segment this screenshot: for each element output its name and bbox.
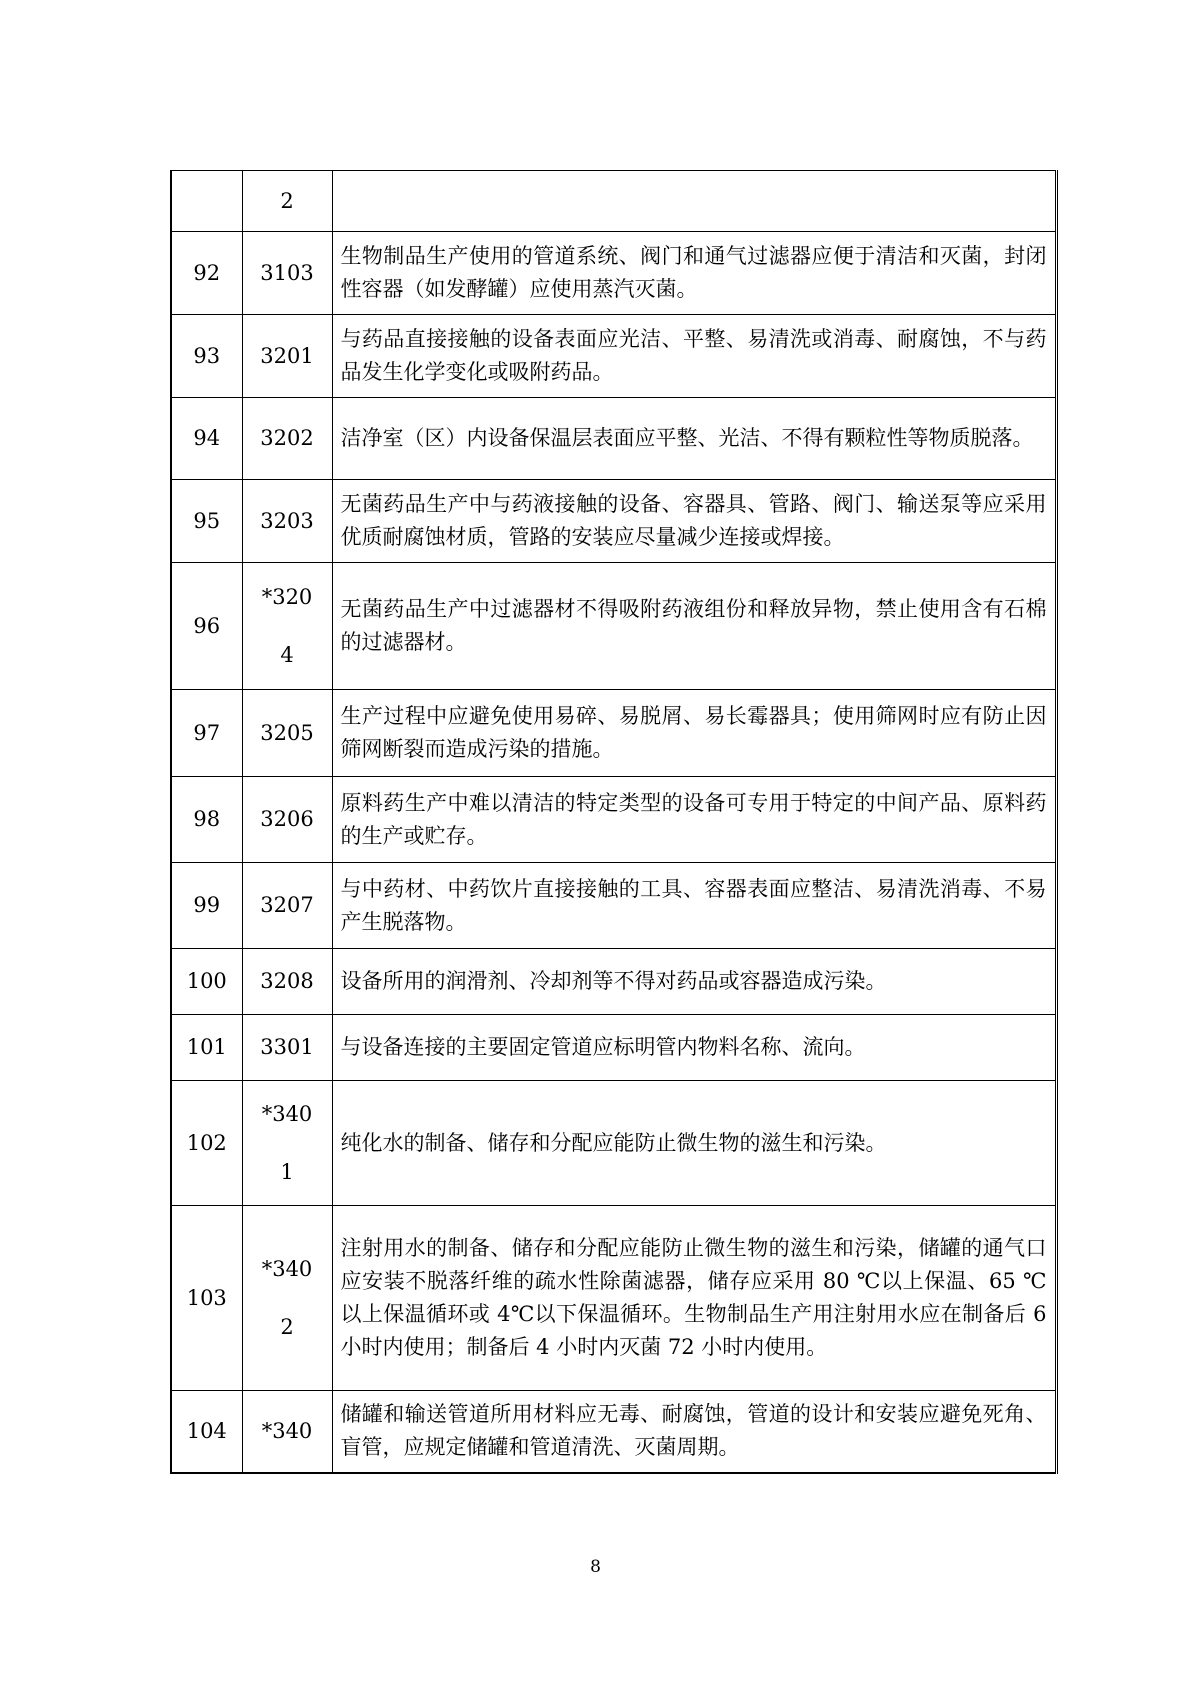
item-text-cell: 与药品直接接触的设备表面应光洁、平整、易清洗或消毒、耐腐蚀，不与药品发生化学变化或吸附药品。 (332, 315, 1056, 398)
item-text-cell: 生物制品生产使用的管道系统、阀门和通气过滤器应便于清洁和灭菌，封闭性容器（如发酵罐）应使用蒸汽灭菌。 (332, 232, 1056, 315)
item-code-cell: 3206 (242, 777, 332, 863)
item-number-cell (171, 171, 242, 232)
item-text-cell: 注射用水的制备、储存和分配应能防止微生物的滋生和污染，储罐的通气口应安装不脱落纤维的疏水性除菌滤器，储存应采用 80 ℃以上保温、65 ℃以上保温循环或 4℃以下保温循环。生物制品生产用注射用水应在制备后 6 小时内使用；制备后 4 小时内灭菌 72 小时内使用。 (332, 1206, 1056, 1391)
table-row (171, 563, 1056, 690)
item-number-cell: 104 (171, 1391, 242, 1473)
page-number: 8 (590, 1557, 601, 1577)
item-code-cell (242, 1206, 332, 1391)
item-number-cell: 102 (171, 1081, 242, 1206)
item-code-cell: 3103 (242, 232, 332, 315)
item-code-cell (242, 563, 332, 690)
item-code-cell: 2 (242, 171, 332, 232)
table-row (171, 1206, 1056, 1391)
item-text-cell: 洁净室（区）内设备保温层表面应平整、光洁、不得有颗粒性等物质脱落。 (332, 398, 1056, 480)
item-text-cell: 与中药材、中药饮片直接接触的工具、容器表面应整洁、易清洗消毒、不易产生脱落物。 (332, 863, 1056, 949)
item-number-cell: 93 (171, 315, 242, 398)
table-row (171, 777, 1056, 863)
item-code-text: *3401 (261, 1102, 313, 1184)
item-text-cell: 无菌药品生产中过滤器材不得吸附药液组份和释放异物，禁止使用含有石棉的过滤器材。 (332, 563, 1056, 690)
table-row (171, 949, 1056, 1015)
item-code-cell: 3202 (242, 398, 332, 480)
inspection-items-table (170, 170, 1058, 1474)
table-row (171, 690, 1056, 777)
item-code-cell: 3301 (242, 1015, 332, 1081)
item-text-cell: 纯化水的制备、储存和分配应能防止微生物的滋生和污染。 (332, 1081, 1056, 1206)
item-code-cell: *340 (242, 1391, 332, 1473)
table-row (171, 1081, 1056, 1206)
table-row (171, 1391, 1056, 1473)
item-number-cell: 103 (171, 1206, 242, 1391)
item-text-cell: 无菌药品生产中与药液接触的设备、容器具、管路、阀门、输送泵等应采用优质耐腐蚀材质，管路的安装应尽量减少连接或焊接。 (332, 480, 1056, 563)
table-row (171, 480, 1056, 563)
item-code-cell: 3203 (242, 480, 332, 563)
item-code-cell: 3207 (242, 863, 332, 949)
item-number-cell: 99 (171, 863, 242, 949)
item-text-cell: 生产过程中应避免使用易碎、易脱屑、易长霉器具；使用筛网时应有防止因筛网断裂而造成污染的措施。 (332, 690, 1056, 777)
table-row (171, 863, 1056, 949)
item-number-cell: 100 (171, 949, 242, 1015)
item-number-cell: 92 (171, 232, 242, 315)
item-text-cell: 与设备连接的主要固定管道应标明管内物料名称、流向。 (332, 1015, 1056, 1081)
table-row (171, 315, 1056, 398)
item-code-cell: 3205 (242, 690, 332, 777)
item-text-cell (332, 171, 1056, 232)
table-row (171, 398, 1056, 480)
item-code-text: *3402 (261, 1257, 313, 1339)
item-number-cell: 95 (171, 480, 242, 563)
item-text-cell: 储罐和输送管道所用材料应无毒、耐腐蚀，管道的设计和安装应避免死角、盲管，应规定储罐和管道清洗、灭菌周期。 (332, 1391, 1056, 1473)
item-number-cell: 96 (171, 563, 242, 690)
item-text-cell: 原料药生产中难以清洁的特定类型的设备可专用于特定的中间产品、原料药的生产或贮存。 (332, 777, 1056, 863)
table-row (171, 232, 1056, 315)
item-code-cell: 3201 (242, 315, 332, 398)
item-code-cell (242, 1081, 332, 1206)
item-number-cell: 97 (171, 690, 242, 777)
item-number-cell: 101 (171, 1015, 242, 1081)
item-code-cell: 3208 (242, 949, 332, 1015)
table-row (171, 171, 1056, 232)
table-row (171, 1015, 1056, 1081)
item-number-cell: 94 (171, 398, 242, 480)
item-number-cell: 98 (171, 777, 242, 863)
item-text-cell: 设备所用的润滑剂、冷却剂等不得对药品或容器造成污染。 (332, 949, 1056, 1015)
item-code-text: *3204 (261, 585, 313, 667)
